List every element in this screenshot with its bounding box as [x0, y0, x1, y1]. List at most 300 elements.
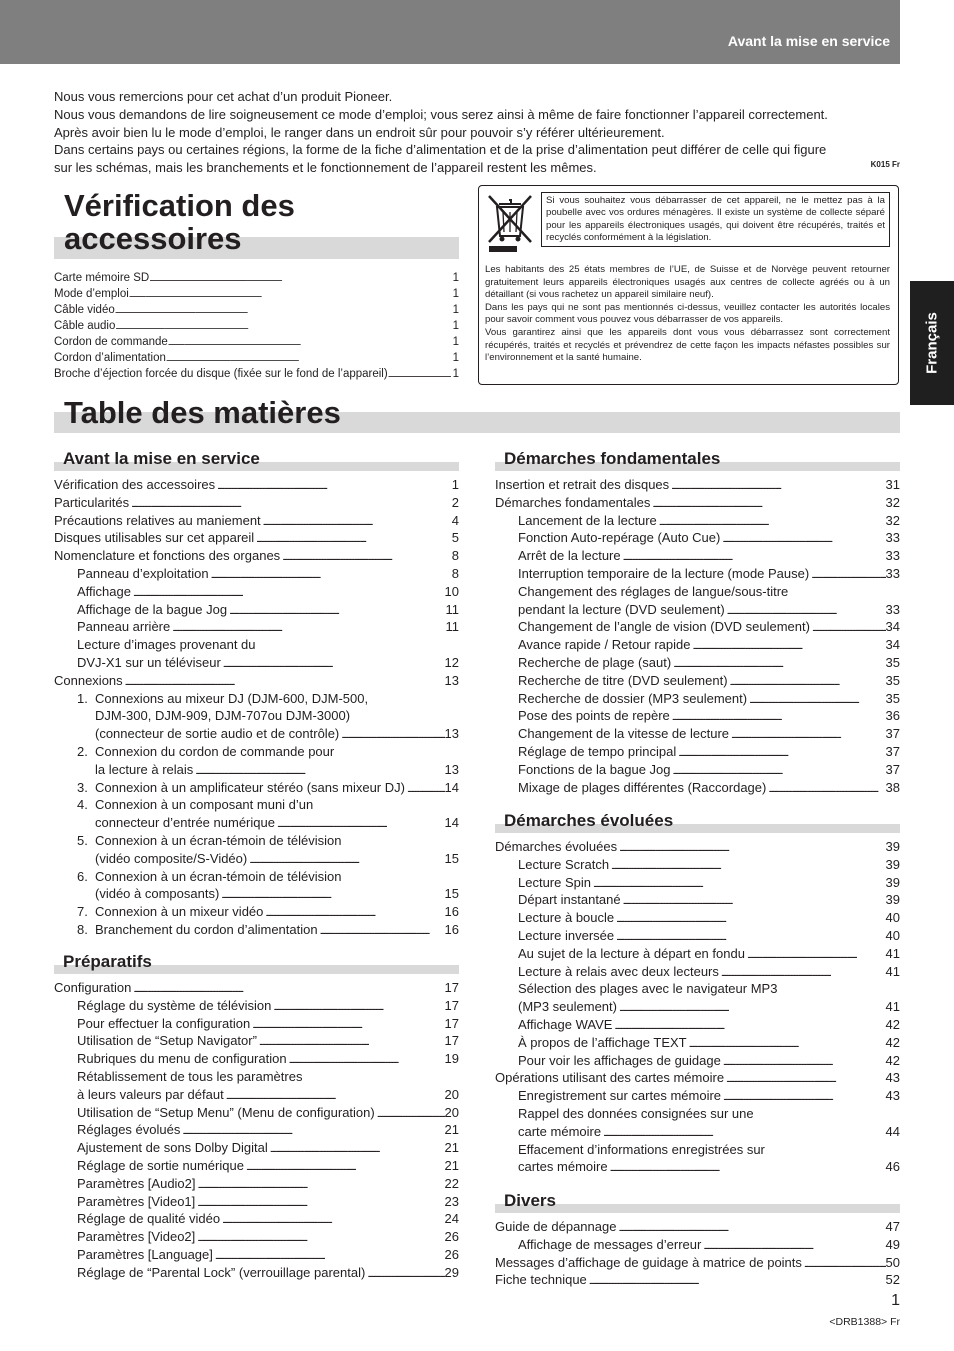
toc-entry-page: 41 [885, 999, 900, 1015]
accessory-item [54, 286, 459, 302]
leader-dots [350, 707, 459, 725]
toc-entry-label: Fonctions de la bague Jog [518, 761, 671, 777]
toc-entry-page: 17 [444, 1033, 459, 1049]
toc-entry-page: 32 [885, 494, 900, 510]
toc-entry-label: Pose des points de repère [518, 708, 670, 724]
section-heading [495, 811, 900, 833]
leader-dots [587, 1271, 886, 1289]
leader-dots [671, 761, 886, 779]
toc-entry [54, 1139, 459, 1157]
toc-entry-label: Panneau arrière [77, 619, 171, 635]
leader-dots [621, 547, 886, 565]
crossed-out-wheeled-bin-icon [485, 192, 535, 254]
toc-entry-page: 39 [885, 892, 900, 908]
toc-entry [54, 725, 459, 743]
toc-entry [495, 1034, 900, 1052]
leader-dots [754, 1105, 900, 1123]
toc-entry-page: 15 [444, 886, 459, 902]
accessory-page: 1 [452, 336, 459, 348]
toc-entry [495, 1016, 900, 1034]
leader-dots [701, 1236, 885, 1254]
toc-entry [495, 1218, 900, 1236]
leader-dots [334, 743, 459, 761]
leader-dots [719, 963, 886, 981]
toc-entry-label: Sélection des plages avec le navigateur MP3 [518, 981, 778, 997]
toc-entry [54, 921, 459, 939]
toc-entry-label: Connexions [54, 672, 123, 688]
toc-entry [495, 654, 900, 672]
leader-dots [388, 366, 451, 382]
toc-entry [54, 979, 459, 997]
toc-entry-page: 10 [444, 583, 459, 599]
toc-entry [54, 583, 459, 601]
toc-entry [495, 1271, 900, 1289]
leader-dots [131, 583, 445, 601]
toc-entry-label: Rappel des données consignées sur une [518, 1105, 754, 1121]
section-heading [54, 449, 459, 471]
toc-entry-page: 13 [444, 761, 459, 777]
toc-entry-page: 14 [444, 815, 459, 831]
weee-notice [478, 185, 899, 385]
toc-entry-page: 38 [885, 779, 900, 795]
toc-entry-page: 39 [885, 856, 900, 872]
toc-entry [495, 1123, 900, 1141]
leader-dots [219, 885, 444, 903]
leader-dots [720, 529, 885, 547]
toc-entry-label: Enregistrement sur cartes mémoire [518, 1088, 722, 1104]
leader-dots [287, 1050, 445, 1068]
leader-dots [721, 1052, 886, 1070]
toc-entry-page: 33 [885, 548, 900, 564]
toc-entry [54, 1015, 459, 1033]
toc-entry [495, 1254, 900, 1272]
accessory-label: Cordon d’alimentation [54, 352, 166, 364]
toc-entry [495, 1052, 900, 1070]
toc-entry-page: 39 [885, 874, 900, 890]
leader-dots [261, 512, 452, 530]
toc-entry-label: Paramètres [Video1] [77, 1193, 196, 1209]
leader-dots [657, 512, 886, 530]
toc-entry-page: 23 [444, 1193, 459, 1209]
toc-entry [54, 997, 459, 1015]
toc-entry-label: (vidéo composite/S-Vidéo) [95, 850, 248, 866]
accessory-item [54, 334, 459, 350]
leader-dots [614, 927, 885, 945]
weee-paragraph: Dans les pays qui ne sont pas mentionnés ci-dessus, veuillez contacter les autorités locales pour savoir comment vous pouvez vous débarrasser de vos appareils. [485, 301, 890, 326]
toc-entry-page: 46 [885, 1159, 900, 1175]
toc-entry-page: 41 [885, 963, 900, 979]
toc-entry [54, 494, 459, 512]
accessory-label: Broche d’éjection forcée du disque (fixée sur le fond de l’appareil) [54, 368, 388, 380]
toc-entry-label: Effacement d’informations enregistrées sur [518, 1141, 765, 1157]
section-heading-label: Démarches fondamentales [504, 449, 721, 468]
toc-entry-page: 8 [451, 548, 459, 564]
toc-entry [54, 529, 459, 547]
toc-entry-label: Réglage de “Parental Lock” (verrouillage parental) [77, 1264, 366, 1280]
toc-entry-label: Pour voir les affichages de guidage [518, 1052, 721, 1068]
toc-entry-label: Rubriques du menu de configuration [77, 1051, 287, 1067]
toc-section-preparatifs [54, 979, 459, 1282]
toc-entry [54, 654, 459, 672]
leader-dots [170, 618, 445, 636]
toc-entry-page: 29 [444, 1264, 459, 1280]
accessory-item [54, 270, 459, 286]
toc-entry-number: 1. [77, 690, 88, 706]
toc-entry-label: Fonction Auto-repérage (Auto Cue) [518, 530, 721, 546]
intro-line: Nous vous remercions pour cet achat d’un produit Pioneer. [54, 89, 393, 104]
toc-entry-label: cartes mémoire [518, 1159, 608, 1175]
accessory-page: 1 [452, 352, 459, 364]
toc-entry-page: 34 [885, 619, 900, 635]
leader-dots [341, 868, 459, 886]
toc-entry [54, 1086, 459, 1104]
toc-entry [54, 601, 459, 619]
leader-dots [280, 547, 452, 565]
toc-entry-page: 49 [885, 1236, 900, 1252]
leader-dots [690, 636, 885, 654]
leader-dots [131, 979, 444, 997]
toc-entry [54, 1246, 459, 1264]
toc-entry-label: Affichage de messages d’erreur [518, 1236, 702, 1252]
toc-entry-page: 32 [885, 512, 900, 528]
accessory-label: Mode d’emploi [54, 288, 129, 300]
leader-dots [676, 743, 885, 761]
section-heading-label: Avant la mise en service [63, 449, 260, 468]
toc-entry [495, 1158, 900, 1176]
toc-entry [54, 1210, 459, 1228]
leader-dots [788, 583, 900, 601]
toc-entry-label: Connexion du cordon de commande pour [95, 743, 335, 759]
toc-entry-page: 17 [444, 980, 459, 995]
toc-entry-label: carte mémoire [518, 1123, 602, 1139]
toc-entry [54, 885, 459, 903]
toc-entry-label: Arrêt de la lecture [518, 548, 621, 564]
toc-entry-label: Connexion à un écran-témoin de télévision [95, 868, 342, 884]
toc-entry [495, 476, 900, 494]
toc-entry [54, 796, 459, 814]
toc-entry-label: Avance rapide / Retour rapide [518, 637, 691, 653]
toc-entry-page: 13 [444, 672, 459, 688]
intro-text [54, 88, 900, 177]
leader-dots [123, 672, 445, 690]
toc-entry-number: 8. [77, 921, 88, 937]
toc-entry-number: 5. [77, 832, 88, 848]
toc-entry [54, 1050, 459, 1068]
toc-entry [54, 512, 459, 530]
weee-text [485, 264, 890, 365]
toc-entry [495, 494, 900, 512]
toc-entry [495, 856, 900, 874]
toc-entry [54, 1032, 459, 1050]
intro-line: Après avoir bien lu le mode d’emploi, le ranger dans un endroit sûr pour pouvoir s’y référer ultérieurement. [54, 124, 665, 140]
toc-entry [54, 1175, 459, 1193]
section-heading-label: Démarches évoluées [504, 811, 674, 830]
toc-entry-label: Disques utilisables sur cet appareil [54, 530, 255, 546]
toc-entry [54, 636, 459, 654]
toc-entry [495, 980, 900, 998]
toc-entry [495, 927, 900, 945]
leader-dots [244, 1157, 445, 1175]
leader-dots [302, 1068, 459, 1086]
leader-dots [166, 350, 451, 366]
leader-dots [195, 1228, 444, 1246]
toc-entry-label: DVJ-X1 sur un téléviseur [77, 654, 221, 670]
toc-entry-page: 11 [445, 619, 459, 635]
toc-entry-page: 16 [444, 921, 459, 937]
toc-entry-label: connecteur d’entrée numérique [95, 815, 275, 831]
section-heading [495, 1191, 900, 1213]
weee-note: Si vous souhaitez vous débarrasser de cet appareil, ne le mettez pas à la poubelle avec vos ordures ménagères. Il existe un système de collecte séparé pour les appareils électroniques usagés, qui doivent être récupérés, traités et recyclés conformément à la législation. [541, 192, 890, 247]
leader-dots [224, 1086, 445, 1104]
intro-line: Nous vous demandons de lire soigneusement ce mode d’emploi; vous serez ainsi à même de faire fonctionner l’appareil correctement. [54, 106, 828, 122]
toc-entry-page: 26 [444, 1229, 459, 1245]
accessory-item [54, 350, 459, 366]
leader-dots [341, 832, 459, 850]
toc-entry [495, 1236, 900, 1254]
toc-entry-label: Départ instantané [518, 892, 621, 908]
toc-entry-label: Ajustement de sons Dolby Digital [77, 1140, 268, 1156]
accessory-label: Câble vidéo [54, 304, 115, 316]
toc-entry [54, 618, 459, 636]
leader-dots [180, 1121, 444, 1139]
toc-entry [54, 868, 459, 886]
toc-entry-page: 8 [451, 565, 459, 581]
leader-dots [275, 814, 445, 832]
toc-entry-label: Lecture à relais avec deux lecteurs [518, 963, 719, 979]
toc-entry-label: Lecture Scratch [518, 856, 610, 872]
leader-dots [221, 654, 445, 672]
toc-section-fondamentales [495, 476, 900, 796]
leader-dots [671, 654, 885, 672]
toc-entry [54, 476, 459, 494]
intro-line: sur les schémas, mais les branchements et le fonctionnement de l’appareil restent les mêmes. [54, 160, 597, 176]
toc-entry-label: Lecture inversée [518, 927, 615, 943]
leader-dots [747, 690, 885, 708]
toc-entry [495, 743, 900, 761]
leader-dots [213, 1246, 445, 1264]
toc-entry-page: 33 [885, 565, 900, 581]
toc-entry-label: (vidéo à composants) [95, 886, 220, 902]
toc-entry-label: Recherche de plage (saut) [518, 654, 672, 670]
accessory-page: 1 [452, 368, 459, 380]
toc-entry-page: 16 [444, 904, 459, 920]
toc-entry [54, 779, 459, 797]
accessory-page: 1 [452, 304, 459, 316]
toc-entry-label: Lancement de la lecture [518, 512, 657, 528]
toc-entry-label: Connexion à un mixeur vidéo [95, 904, 264, 920]
accessory-item [54, 318, 459, 334]
toc-entry [495, 1069, 900, 1087]
toc-entry-page: 24 [444, 1211, 459, 1227]
toc-entry [54, 1193, 459, 1211]
toc-entry [495, 761, 900, 779]
leader-dots [149, 270, 450, 286]
toc-entry-number: 3. [77, 779, 88, 795]
leader-dots [268, 1139, 445, 1157]
accessory-page: 1 [452, 320, 459, 332]
toc-entry [495, 998, 900, 1016]
toc-entry-label: Paramètres [Video2] [77, 1229, 196, 1245]
toc-entry-label: Changement des réglages de langue/sous-titre [518, 583, 789, 599]
accessories-title-line: accessoires [64, 221, 242, 256]
toc-entry [495, 1141, 900, 1159]
toc-entry-label: Affichage WAVE [518, 1016, 613, 1032]
leader-dots [809, 565, 885, 583]
toc-entry-label: Guide de dépannage [495, 1219, 617, 1234]
leader-dots [608, 1158, 886, 1176]
leader-dots [725, 601, 886, 619]
toc-entry-label: Opérations utilisant des cartes mémoire [495, 1070, 725, 1086]
toc-entry-page: 21 [444, 1157, 459, 1173]
toc-entry [495, 547, 900, 565]
toc-entry-page: 12 [444, 654, 459, 670]
leader-dots [745, 945, 886, 963]
leader-dots [220, 1210, 444, 1228]
toc-entry-page: 37 [885, 726, 900, 742]
toc-entry-page: 35 [885, 672, 900, 688]
leader-dots [669, 476, 885, 494]
toc-entry-page: 41 [885, 945, 900, 961]
leader-dots [129, 286, 451, 302]
toc-entry [54, 1104, 459, 1122]
toc-entry-label: Vérification des accessoires [54, 477, 216, 492]
toc-entry-page: 40 [885, 927, 900, 943]
toc-entry-page: 20 [444, 1104, 459, 1120]
leader-dots [368, 690, 459, 708]
toc-entry-page: 44 [885, 1123, 900, 1139]
toc-entry-label: Lecture à boucle [518, 910, 615, 926]
toc-entry [54, 743, 459, 761]
toc-entry-label: Panneau d’exploitation [77, 565, 209, 581]
toc-entry [54, 707, 459, 725]
accessory-page: 1 [452, 288, 459, 300]
toc-entry-label: Insertion et retrait des disques [495, 477, 670, 492]
leader-dots [687, 1034, 886, 1052]
leader-dots [209, 565, 452, 583]
intro-line: Dans certains pays ou certaines régions, la forme de la fiche d’alimentation et de la prise d’alimentation peut différer de celle qui figure [54, 142, 827, 158]
section-heading [495, 449, 900, 471]
toc-entry [495, 583, 900, 601]
toc-entry [495, 779, 900, 797]
leader-dots [612, 1016, 885, 1034]
toc-entry [495, 1105, 900, 1123]
toc-entry-page: 47 [885, 1219, 900, 1234]
toc-entry [54, 761, 459, 779]
leader-dots [405, 779, 445, 797]
toc-entry-page: 33 [885, 601, 900, 617]
toc-entry-label: Connexions au mixeur DJ (DJM-600, DJM-500, [95, 690, 369, 706]
toc-entry-page: 36 [885, 708, 900, 724]
leader-dots [168, 334, 451, 350]
toc-entry-label: Affichage [77, 583, 131, 599]
toc-entry-label: Branchement du cordon d’alimentation [95, 921, 318, 937]
toc-entry-page: 21 [444, 1122, 459, 1138]
toc-section-evoluees [495, 838, 900, 1176]
leader-dots [609, 856, 885, 874]
toc-entry-page: 50 [885, 1254, 900, 1270]
page-number: 1 [891, 1292, 900, 1309]
toc-entry [495, 512, 900, 530]
accessory-label: Carte mémoire SD [54, 272, 150, 284]
leader-dots [721, 1087, 886, 1105]
toc-entry [495, 909, 900, 927]
leader-dots [802, 1254, 886, 1272]
toc-entry [54, 565, 459, 583]
leader-dots [766, 779, 885, 797]
leader-dots [247, 850, 444, 868]
toc-entry-label: Configuration [54, 980, 132, 995]
leader-dots [591, 874, 886, 892]
toc-entry-label: Interruption temporaire de la lecture (mode Pause) [518, 565, 810, 581]
accessory-item [54, 302, 459, 318]
toc-entry-page: 42 [885, 1016, 900, 1032]
toc-entry [54, 1121, 459, 1139]
toc-entry [54, 1264, 459, 1282]
toc-entry [54, 903, 459, 921]
toc-entry-label: Recherche de dossier (MP3 seulement) [518, 690, 748, 706]
leader-dots [339, 725, 444, 743]
toc-entry-page: 43 [885, 1070, 900, 1086]
toc-entry-label: Affichage de la bague Jog [77, 601, 228, 617]
leader-dots [729, 725, 886, 743]
leader-dots [256, 636, 459, 654]
toc-entry-page: 42 [885, 1052, 900, 1068]
leader-dots [115, 318, 450, 334]
leader-dots [195, 1193, 444, 1211]
toc-entry [495, 636, 900, 654]
leader-dots [621, 891, 886, 909]
toc-entry [495, 707, 900, 725]
toc-entry-label: pendant la lecture (DVD seulement) [518, 601, 725, 617]
toc-entry-label: Utilisation de “Setup Navigator” [77, 1033, 257, 1049]
toc-entry-page: 14 [444, 779, 459, 795]
leader-dots [196, 1175, 445, 1193]
toc-entry-label: Réglage de qualité vidéo [77, 1211, 221, 1227]
toc-entry [54, 1157, 459, 1175]
toc-entry-label: Réglage du système de télévision [77, 997, 272, 1013]
toc-entry [495, 565, 900, 583]
toc-entry-label: la lecture à relais [95, 761, 194, 777]
leader-dots [617, 838, 885, 856]
toc-entry-label: Lecture Spin [518, 874, 591, 890]
toc-entry-label: Paramètres [Audio2] [77, 1175, 196, 1191]
toc-entry-page: 11 [445, 601, 459, 617]
toc-entry-label: Particularités [54, 494, 130, 510]
toc-entry-page: 15 [444, 850, 459, 866]
toc-entry-page: 40 [885, 910, 900, 926]
toc-entry-page: 35 [885, 654, 900, 670]
toc-entry-page: 19 [444, 1051, 459, 1067]
toc-section-avant [54, 476, 459, 939]
toc-entry [495, 838, 900, 856]
toc-entry [495, 945, 900, 963]
toc-entry-page: 1 [451, 477, 459, 492]
toc-entry [495, 601, 900, 619]
toc-entry-label: Réglage de tempo principal [518, 743, 677, 759]
toc-entry-page: 13 [444, 726, 459, 742]
toc-entry-label: Mixage de plages différentes (Raccordage) [518, 779, 767, 795]
accessories-title [64, 189, 295, 255]
weee-paragraph: Vous garantirez ainsi que les appareils dont vous vous débarrassez sont correctement récupérés, traités et recyclés et prévendrez de cette façon les impacts néfastes possibles sur l’environnement et la santé humaine. [485, 326, 890, 364]
leader-dots [257, 1032, 445, 1050]
toc-entry-page: 37 [885, 743, 900, 759]
toc-entry-label: (connecteur de sortie audio et de contrôle) [95, 726, 340, 742]
toc-entry-label: Au sujet de la lecture à départ en fondu [518, 945, 745, 961]
toc-entry-label: Rétablissement de tous les paramètres [77, 1068, 303, 1084]
header-title: Avant la mise en service [727, 33, 890, 49]
toc-entry-label: Démarches évoluées [495, 839, 618, 854]
leader-dots [724, 1069, 885, 1087]
